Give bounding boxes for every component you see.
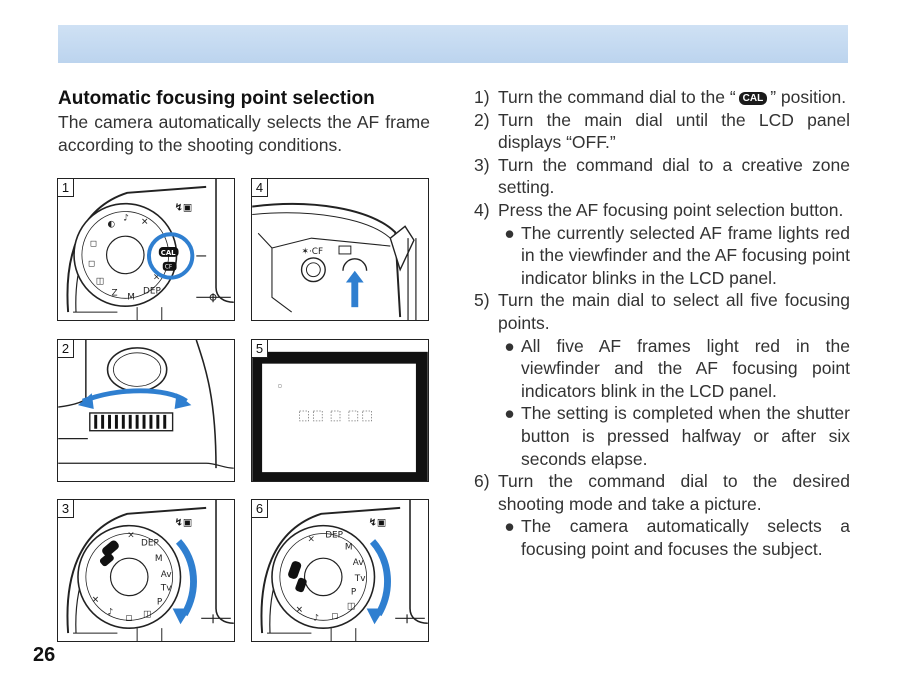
command-dial-turn-illustration — [58, 500, 234, 641]
svg-text:♪: ♪ — [107, 607, 114, 618]
svg-text:Av: Av — [160, 569, 172, 580]
figure-6-command-dial-mode — [251, 499, 429, 642]
figure-number: 5 — [252, 340, 268, 358]
bullet-6a — [498, 515, 850, 560]
cal-mode-icon: CAL — [739, 92, 768, 105]
figure-number: 1 — [58, 179, 74, 197]
step-5 — [474, 289, 850, 334]
bullet-text: All five AF frames light red in the viewfinder and the AF focusing point indicators blink in the LCD panel. — [521, 335, 850, 401]
af-button-illustration — [252, 179, 428, 320]
step-number: 4) — [474, 199, 490, 220]
svg-text:✶·CF: ✶·CF — [301, 246, 324, 257]
svg-text:◻: ◻ — [89, 239, 98, 250]
step-text: Turn the command dial to a creative zone setting. — [498, 154, 850, 198]
svg-text:DEP: DEP — [325, 530, 343, 541]
step-3 — [474, 154, 850, 199]
figure-5-viewfinder — [251, 339, 429, 482]
svg-text:Tv: Tv — [160, 583, 172, 594]
section-title: Automatic focusing point selection — [58, 88, 375, 109]
svg-text:M: M — [154, 554, 163, 565]
svg-text:♪: ♪ — [123, 213, 129, 224]
svg-text:M: M — [344, 542, 353, 553]
bullet-text: The setting is completed when the shutter button is pressed halfway or after six seconds elapse. — [521, 403, 850, 469]
svg-text:DEP: DEP — [141, 538, 159, 549]
svg-text:↯▣: ↯▣ — [174, 202, 193, 214]
figure-2-main-dial — [57, 339, 235, 482]
figure-number: 6 — [252, 500, 268, 518]
svg-text:◫: ◫ — [346, 601, 356, 612]
step-number: 6) — [474, 471, 490, 492]
step-number: 1) — [474, 87, 490, 107]
figure-number: 3 — [58, 500, 74, 518]
main-dial-illustration — [58, 340, 234, 481]
figure-3-command-dial-turn — [57, 499, 235, 642]
step-number: 3) — [474, 154, 490, 175]
command-dial-illustration — [58, 179, 234, 320]
figure-number: 4 — [252, 179, 268, 197]
svg-text:♪: ♪ — [313, 613, 320, 624]
svg-text:×: × — [307, 534, 315, 545]
bullet-icon: ● — [504, 222, 515, 243]
svg-text:◫: ◫ — [143, 609, 152, 620]
step-text — [498, 86, 850, 109]
instruction-steps — [474, 86, 850, 560]
step-text: Turn the main dial to select all five focusing points. — [498, 290, 850, 333]
step-text-after: ” position. — [770, 87, 847, 107]
svg-text:Z: Z — [111, 288, 118, 299]
svg-text:DEP: DEP — [143, 286, 161, 297]
bullet-5b — [498, 402, 850, 470]
step-text: Turn the command dial to the desired shooting mode and take a picture. — [498, 471, 850, 514]
viewfinder-illustration — [252, 340, 428, 481]
figure-1-command-dial-cal — [57, 178, 235, 321]
figure-number: 2 — [58, 340, 74, 358]
svg-text:✕: ✕ — [295, 605, 304, 616]
intro-paragraph: The camera automatically selects the AF frame according to the shooting conditions. — [58, 112, 430, 155]
svg-text:P: P — [156, 597, 163, 608]
svg-text:◐: ◐ — [107, 219, 116, 230]
step-text-before: Turn the command dial to the “ — [498, 87, 736, 107]
header-color-band — [58, 25, 848, 63]
svg-text:↯▣: ↯▣ — [368, 517, 387, 529]
step-4 — [474, 199, 850, 222]
svg-text:×: × — [152, 272, 161, 283]
svg-text:✕: ✕ — [141, 217, 149, 228]
bullet-5a — [498, 335, 850, 403]
svg-text:Av: Av — [352, 558, 364, 569]
step-2 — [474, 109, 850, 154]
page-number: 26 — [33, 644, 56, 666]
step-text: Press the AF focusing point selection button. — [498, 199, 844, 220]
svg-text:◻: ◻ — [87, 258, 96, 269]
bullet-icon: ● — [504, 335, 515, 356]
bullet-text: The camera automatically selects a focusing point and focuses the subject. — [521, 516, 850, 559]
step-text: Turn the main dial until the LCD panel displays “OFF.” — [498, 109, 850, 153]
command-dial-mode-illustration — [252, 500, 428, 641]
bullet-4a — [498, 222, 850, 290]
step-number: 2) — [474, 109, 490, 130]
svg-text:M: M — [127, 292, 135, 303]
bullet-icon: ● — [504, 403, 515, 424]
bullet-icon: ● — [504, 516, 515, 537]
svg-text:↯▣: ↯▣ — [174, 517, 193, 529]
bullet-text: The currently selected AF frame lights red in the viewfinder and the AF focusing point indicator blinks in the LCD panel. — [521, 222, 850, 288]
svg-text:✕: ✕ — [91, 595, 100, 606]
svg-text:×: × — [127, 530, 135, 541]
svg-text:CF: CF — [164, 264, 173, 271]
svg-text:▫: ▫ — [277, 383, 282, 390]
figure-4-af-button — [251, 178, 429, 321]
svg-text:◻: ◻ — [125, 613, 133, 624]
svg-text:CAL: CAL — [160, 248, 176, 257]
svg-text:P: P — [350, 587, 357, 598]
step-6 — [474, 470, 850, 515]
svg-text:◫: ◫ — [95, 276, 105, 287]
step-1 — [474, 86, 850, 109]
svg-text:Tv: Tv — [354, 573, 366, 584]
svg-text:◻: ◻ — [331, 611, 339, 622]
step-number: 5) — [474, 290, 490, 311]
